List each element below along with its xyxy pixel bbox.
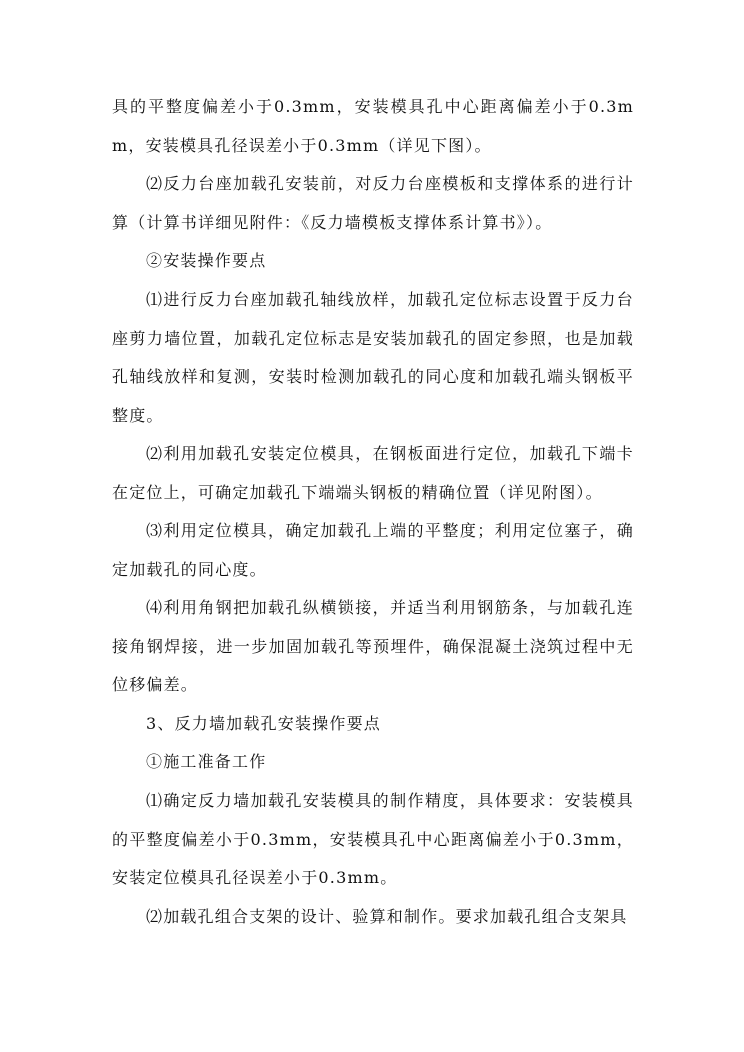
paragraph-flatness-concentricity: ⑶利用定位模具，确定加载孔上端的平整度；利用定位塞子，确定加载孔的同心度。: [112, 521, 634, 579]
paragraph-mold-precision: ⑴确定反力墙加载孔安装模具的制作精度，具体要求：安装模具的平整度偏差小于0.3mm，安装模具孔中心距离偏差小于0.3mm，安装定位模具孔径误差小于0.3mm。: [112, 791, 634, 887]
paragraph-angle-steel-locking: ⑷利用角钢把加载孔纵横锁接，并适当利用钢筋条，与加载孔连接角钢焊接，进一步加固加载孔等预埋件，确保混凝土浇筑过程中无位移偏差。: [112, 598, 634, 694]
paragraph-positioning-mold: ⑵利用加载孔安装定位模具，在钢板面进行定位，加载孔下端卡在定位上，可确定加载孔下端端头钢板的精确位置（详见附图）。: [112, 444, 634, 502]
heading-construction-preparation: ①施工准备工作: [146, 752, 267, 771]
paragraph-formwork-calculation: ⑵反力台座加载孔安装前，对反力台座模板和支撑体系的进行计算（计算书详细见附件：《反力墙模板支撑体系计算书》）。: [112, 174, 634, 232]
paragraph-continuation: 具的平整度偏差小于0.3mm，安装模具孔中心距离偏差小于0.3mm，安装模具孔径误差小于0.3mm（详见下图）。: [112, 97, 634, 155]
heading-installation-points: ②安装操作要点: [146, 251, 267, 270]
paragraph-axis-layout: ⑴进行反力台座加载孔轴线放样，加载孔定位标志设置于反力台座剪力墙位置，加载孔定位标志是安装加载孔的固定参照，也是加载孔轴线放样和复测，安装时检测加载孔的同心度和加载孔端头钢板平整度。: [112, 290, 634, 425]
section-heading-reaction-wall: 3、反力墙加载孔安装操作要点: [146, 714, 381, 733]
paragraph-support-frame: ⑵加载孔组合支架的设计、验算和制作。要求加载孔组合支架具: [146, 907, 628, 926]
